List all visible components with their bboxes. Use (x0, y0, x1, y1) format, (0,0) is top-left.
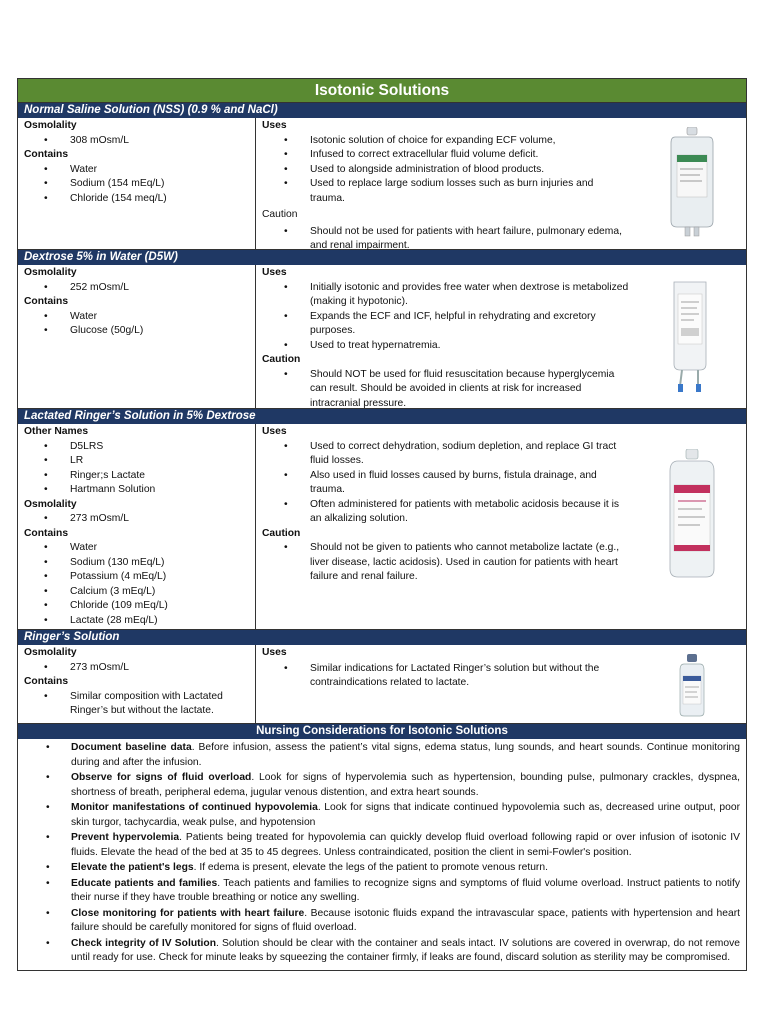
nss-caution-label: Caution (262, 209, 298, 220)
list-item: • Water (24, 163, 255, 178)
lr-osmolality-label: Osmolality (24, 498, 77, 510)
list-item: • Water (24, 541, 255, 556)
lr-caution-label: Caution (262, 527, 301, 539)
list-item: • Elevate the patient's legs. If edema is present, elevate the legs of the patient to promote venous return. (18, 861, 740, 876)
iv-bag-dextrose-icon (670, 280, 710, 396)
list-item: • Infused to correct extracellular fluid volume deficit. (262, 148, 630, 163)
list-item: • Should not be used for patients with heart failure, pulmonary edema, and renal impairment. (262, 225, 630, 254)
nss-properties (18, 118, 256, 249)
list-item: • Sodium (154 mEq/L) (24, 177, 255, 192)
list-item: • Used to alongside administration of blood products. (262, 163, 630, 178)
list-item: • Chloride (109 mEq/L) (24, 599, 255, 614)
list-item: • Calcium (3 mEq/L) (24, 585, 255, 600)
list-item: • Educate patients and families. Teach patients and families to recognize signs and symptoms of fluid volume overload. Instruct patients to notify their nurse if they have trouble breathing or notice any swelling. (18, 877, 740, 906)
ringers-uses-column (256, 645, 746, 723)
list-item: • Chloride (154 meq/L) (24, 192, 255, 207)
list-item: • Isotonic solution of choice for expanding ECF volume, (262, 134, 630, 149)
lr-properties (18, 424, 256, 629)
d5w-caution-label: Caution (262, 354, 301, 365)
page-title: Isotonic Solutions (18, 79, 746, 103)
list-item: • 252 mOsm/L (24, 281, 255, 296)
list-item: • Ringer;s Lactate (24, 469, 255, 484)
nss-contains-label: Contains (24, 149, 69, 160)
list-item: • Monitor manifestations of continued hypovolemia. Look for signs that indicate continued hypovolemia such as, decreased urine output, poor skin turgor, tachycardia, weak pulse, and hypotension (18, 801, 740, 830)
d5w-osmolality-label: Osmolality (24, 267, 77, 278)
list-item: • Glucose (50g/L) (24, 324, 255, 339)
list-item: • Should not be given to patients who cannot metabolize lactate (e.g., liver disease, lactic acidosis). Used in caution for patients with heart failure and renal failure. (262, 541, 630, 585)
lr-contains-label: Contains (24, 527, 69, 539)
list-item: • Check integrity of IV Solution. Solution should be clear with the container and seals intact. IV solutions are covered in overwrap, do not remove until ready for use. Check for minute leaks by squeezing the container firmly, if leaks are found, discard solution as sterility may be compromised. (18, 937, 740, 966)
list-item: • Used to treat hypernatremia. (262, 339, 630, 354)
lr-uses-label: Uses (262, 426, 287, 437)
list-item: • Lactate (28 mEq/L) (24, 614, 255, 629)
list-item: • LR (24, 454, 255, 469)
section-header-d5w: Dextrose 5% in Water (D5W) (18, 250, 746, 265)
iv-bag-saline-icon (667, 127, 717, 237)
list-item: • Observe for signs of fluid overload. Look for signs of hypervolemia such as hypertension, bounding pulse, pulmonary crackles, dyspnea, shortness of breath, peripheral edema, jugular venous distention, and extra heart sounds. (18, 771, 740, 800)
iv-bottle-lactated-icon (668, 449, 716, 581)
list-item: • Should NOT be used for fluid resuscitation because hyperglycemia can result. Should be avoided in clients at risk for increased intracranial pressure. (262, 368, 630, 412)
d5w-contains-label: Contains (24, 296, 69, 307)
list-item: • Often administered for patients with metabolic acidosis because it is an alkalizing solution. (262, 498, 630, 527)
list-item: • D5LRS (24, 440, 255, 455)
section-header-lactated-ringers: Lactated Ringer’s Solution in 5% Dextrose (18, 409, 746, 424)
section-nss (18, 118, 746, 250)
list-item: • 273 mOsm/L (24, 661, 255, 676)
list-item: • Hartmann Solution (24, 483, 255, 498)
list-item: • Water (24, 310, 255, 325)
list-item: • Expands the ECF and ICF, helpful in rehydrating and excretory purposes. (262, 310, 630, 339)
section-header-nss: Normal Saline Solution (NSS) (0.9 % and NaCl) (18, 103, 746, 118)
section-header-ringers: Ringer’s Solution (18, 630, 746, 645)
ringers-uses-label: Uses (262, 647, 287, 658)
section-d5w (18, 265, 746, 409)
ringers-contains-label: Contains (24, 676, 69, 687)
ringers-osmolality-label: Osmolality (24, 647, 77, 658)
nursing-considerations-header: Nursing Considerations for Isotonic Solutions (18, 724, 746, 739)
list-item: • Similar composition with Lactated Ringer’s but without the lactate. (24, 690, 255, 719)
list-item: • Used to replace large sodium losses such as burn injuries and trauma. (262, 177, 630, 206)
nss-uses-label: Uses (262, 120, 287, 131)
nss-osmolality-label: Osmolality (24, 120, 77, 131)
list-item: • Similar indications for Lactated Ringer’s solution but without the contraindications related to lactate. (262, 662, 630, 691)
list-item: • 273 mOsm/L (24, 512, 255, 527)
isotonic-solutions-document (17, 78, 747, 971)
list-item: • Also used in fluid losses caused by burns, fistula drainage, and trauma. (262, 469, 630, 498)
d5w-uses-column (256, 265, 746, 408)
nursing-considerations-list (18, 739, 746, 970)
list-item: • Initially isotonic and provides free water when dextrose is metabolized (making it hypotonic). (262, 281, 630, 310)
nss-uses-column (256, 118, 746, 249)
section-ringers (18, 645, 746, 724)
list-item: • Prevent hypervolemia. Patients being treated for hypovolemia can quickly develop fluid overload following rapid or over infusion of isotonic IV fluids. Elevate the head of the bed at 35 to 45 degrees. Unless contraindicated, position the client in semi-Fowler's position. (18, 831, 740, 860)
section-lactated-ringers (18, 424, 746, 630)
list-item: • Sodium (130 mEq/L) (24, 556, 255, 571)
list-item: • Close monitoring for patients with heart failure. Because isotonic fluids expand the intravascular space, patients with hypertension and heart failure should be carefully monitored for signs of fluid overload. (18, 907, 740, 936)
d5w-uses-label: Uses (262, 267, 287, 278)
iv-bottle-ringers-icon (678, 654, 706, 718)
list-item: • 308 mOsm/L (24, 134, 255, 149)
list-item: • Potassium (4 mEq/L) (24, 570, 255, 585)
lr-other-names-label: Other Names (24, 426, 89, 437)
ringers-properties (18, 645, 256, 723)
list-item: • Used to correct dehydration, sodium depletion, and replace GI tract fluid losses. (262, 440, 630, 469)
list-item: • Document baseline data. Before infusion, assess the patient’s vital signs, edema status, lung sounds, and heart sounds. Continue monitoring during and after the infusion. (18, 741, 740, 770)
d5w-properties (18, 265, 256, 408)
lr-uses-column (256, 424, 746, 629)
